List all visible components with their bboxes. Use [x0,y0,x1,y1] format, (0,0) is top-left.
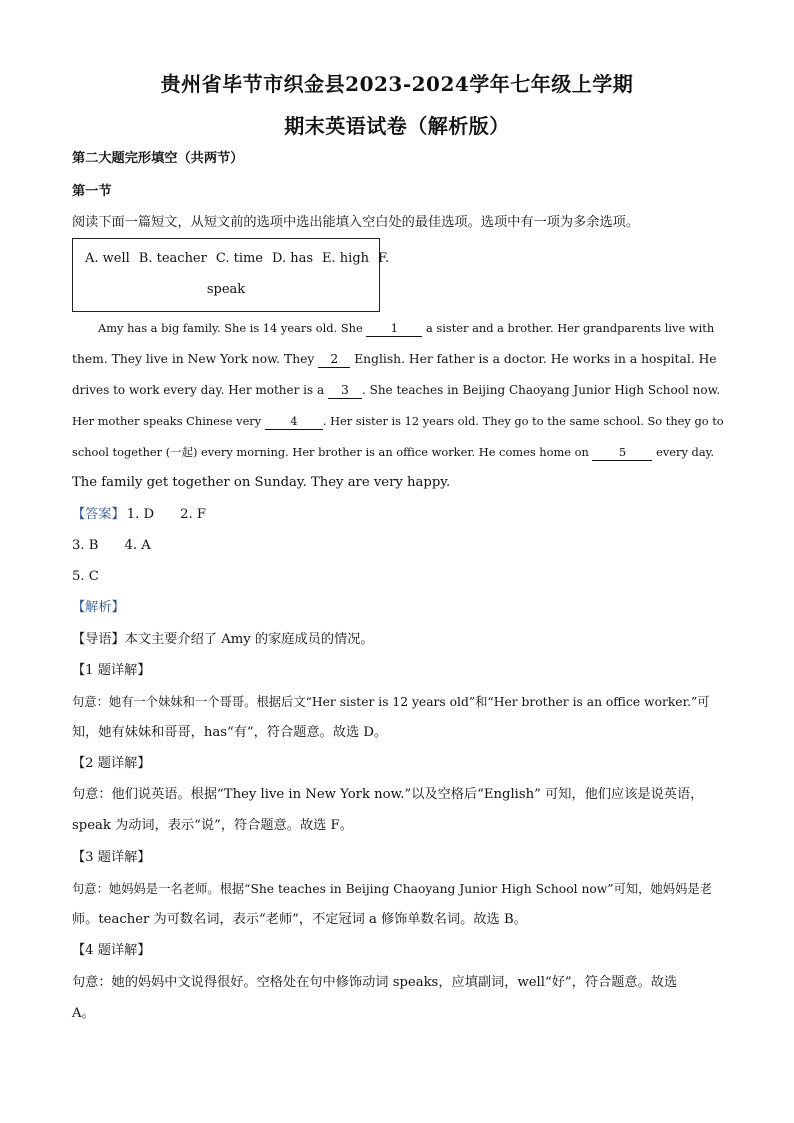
option-e: E. high [322,251,370,266]
answer-5: 5. C [72,569,99,584]
instruction-text: 阅读下面一篇短文，从短文前的选项中选出能填入空白处的最佳选项。选项中有一项为多余选项。 [72,215,640,230]
analysis-intro: 【导语】本文主要介绍了 Amy 的家庭成员的情况。 [72,632,374,647]
blank-3: 3 [328,383,362,399]
answer-line-2 [72,537,177,555]
part-heading: 第一节 [72,184,112,199]
blank-5: 5 [592,445,652,461]
q4-heading: 【4 题详解】 [72,943,151,958]
q2-explanation-1: 句意：他们说英语。根据“They live in New York now.”以及空格后“English” 可知，他们应该是说英语， [72,787,704,802]
passage-line-2: them. They live in New York now. They 2 English. Her father is a doctor. He works in a hospital. He [72,352,717,366]
passage-line-4: Her mother speaks Chinese very 4 . Her sister is 12 years old. They go to the same school. So they go to [72,414,724,428]
q1-explanation-1: 句意：她有一个妹妹和一个哥哥。根据后文“Her sister is 12 years old”和“Her brother is an office worker.”可 [72,695,710,709]
q3-explanation-1: 句意：她妈妈是一名老师。根据“She teaches in Beijing Chaoyang Junior High School now”可知，她妈妈是老 [72,882,712,896]
q3-heading: 【3 题详解】 [72,850,151,865]
document-title-line1: 贵州省毕节市织金县2023-2024学年七年级上学期 [160,72,634,96]
analysis-label: 【解析】 [72,600,125,615]
q1-explanation-2: 知，她有妹妹和哥哥，has“有”，符合题意。故选 D。 [72,725,388,740]
option-d: D. has [272,251,314,266]
option-f-text: speak [206,282,246,297]
blank-2: 2 [318,352,350,368]
q1-heading: 【1 题详解】 [72,663,151,678]
q3-explanation-2: 师。teacher 为可数名词，表示“老师”，不定冠词 a 修饰单数名词。故选 B。 [72,912,527,927]
answer-1: 1. D [126,507,155,522]
option-a: A. well [85,251,130,266]
section-heading: 第二大题完形填空（共两节） [72,151,244,166]
answer-label: 【答案】 [72,507,125,522]
answer-2: 2. F [180,507,207,522]
passage-line-3: drives to work every day. Her mother is a 3 . She teaches in Beijing Chaoyang Junior High School now. [72,383,721,397]
option-f-label: F. [378,251,390,266]
blank-1: 1 [366,321,422,337]
options-box [72,238,390,312]
option-c: C. time [215,251,263,266]
document-title-line2: 期末英语试卷（解析版） [284,114,510,138]
q4-explanation-2: A。 [72,1006,95,1021]
answer-4: 4. A [124,538,151,553]
options-row-1 [85,251,398,266]
q4-explanation-1: 句意：她的妈妈中文说得很好。空格处在句中修饰动词 speaks，应填副词，well“好”，符合题意。故选 [72,975,678,990]
passage-line-1: Amy has a big family. She is 14 years old. She 1 a sister and a brother. Her grandparents live with [98,321,715,335]
answer-3: 3. B [72,538,99,553]
passage-line-6: The family get together on Sunday. They are very happy. [72,475,451,490]
answer-line-1 [72,506,232,524]
option-b: B. teacher [138,251,207,266]
q2-explanation-2: speak 为动词，表示“说”，符合题意。故选 F。 [72,818,353,833]
passage-line-5: school together (一起) every morning. Her brother is an office worker. He comes home on 5 every day. [72,445,715,459]
blank-4: 4 [265,414,323,430]
q2-heading: 【2 题详解】 [72,756,151,771]
